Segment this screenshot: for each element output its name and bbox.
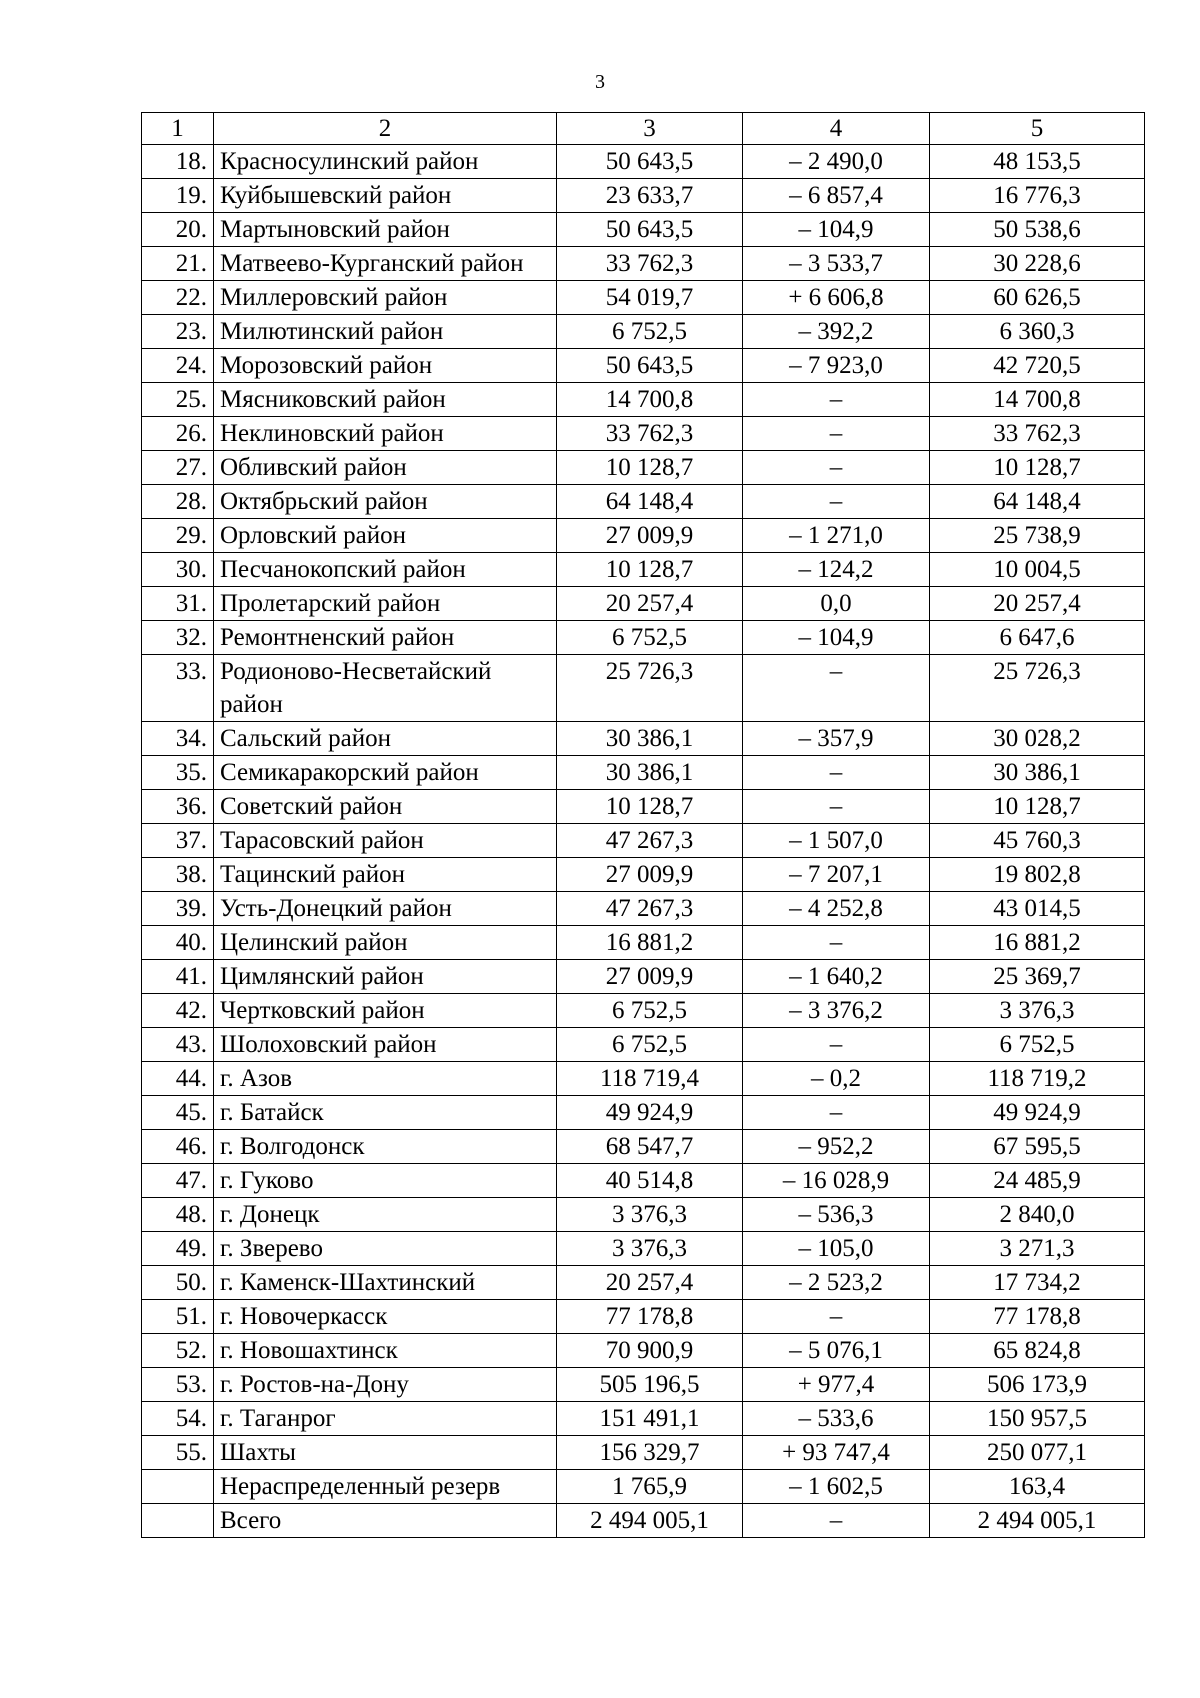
row-value-3: 47 267,3 [557, 824, 743, 858]
row-value-4: – [743, 417, 930, 451]
table-row [142, 1198, 1145, 1232]
row-value-5: 10 128,7 [930, 790, 1145, 824]
row-value-5: 3 271,3 [930, 1232, 1145, 1266]
row-number: 20. [142, 213, 214, 247]
table-header-row [142, 113, 1145, 145]
row-value-4: – 533,6 [743, 1402, 930, 1436]
row-number: 45. [142, 1096, 214, 1130]
row-value-5: 25 726,3 [930, 655, 1145, 722]
row-value-3: 27 009,9 [557, 519, 743, 553]
row-value-5: 33 762,3 [930, 417, 1145, 451]
row-value-5: 6 752,5 [930, 1028, 1145, 1062]
row-value-5: 2 840,0 [930, 1198, 1145, 1232]
row-value-4: – 104,9 [743, 621, 930, 655]
row-value-3: 6 752,5 [557, 994, 743, 1028]
row-value-4: – [743, 926, 930, 960]
row-value-4: – 392,2 [743, 315, 930, 349]
row-number: 49. [142, 1232, 214, 1266]
row-name: Тацинский район [214, 858, 557, 892]
row-number: 27. [142, 451, 214, 485]
allocation-table [141, 112, 1145, 1538]
row-value-5: 10 128,7 [930, 451, 1145, 485]
row-value-5: 67 595,5 [930, 1130, 1145, 1164]
table-row [142, 1436, 1145, 1470]
row-name: Семикаракорский район [214, 756, 557, 790]
table-row [142, 247, 1145, 281]
table-row [142, 926, 1145, 960]
table-row [142, 1130, 1145, 1164]
table-row [142, 756, 1145, 790]
row-value-4: – [743, 485, 930, 519]
row-name: Мясниковский район [214, 383, 557, 417]
row-value-3: 54 019,7 [557, 281, 743, 315]
row-value-4: – 0,2 [743, 1062, 930, 1096]
table-row [142, 417, 1145, 451]
table-row [142, 960, 1145, 994]
row-value-5: 2 494 005,1 [930, 1504, 1145, 1538]
row-value-4: – [743, 790, 930, 824]
row-number: 21. [142, 247, 214, 281]
row-value-4: – 952,2 [743, 1130, 930, 1164]
row-value-5: 16 776,3 [930, 179, 1145, 213]
row-value-3: 33 762,3 [557, 247, 743, 281]
row-value-5: 77 178,8 [930, 1300, 1145, 1334]
row-value-3: 33 762,3 [557, 417, 743, 451]
row-number: 24. [142, 349, 214, 383]
header-cell-4: 4 [743, 113, 930, 145]
row-number: 44. [142, 1062, 214, 1096]
header-cell-1: 1 [142, 113, 214, 145]
table-row [142, 179, 1145, 213]
row-number: 33. [142, 655, 214, 722]
row-value-4: – 3 376,2 [743, 994, 930, 1028]
table-row [142, 451, 1145, 485]
row-value-5: 25 738,9 [930, 519, 1145, 553]
row-name: г. Таганрог [214, 1402, 557, 1436]
row-value-4: – [743, 451, 930, 485]
row-value-3: 49 924,9 [557, 1096, 743, 1130]
row-value-5: 118 719,2 [930, 1062, 1145, 1096]
table-row [142, 1062, 1145, 1096]
table-row [142, 1232, 1145, 1266]
row-number: 30. [142, 553, 214, 587]
row-value-5: 250 077,1 [930, 1436, 1145, 1470]
row-value-4: – 357,9 [743, 722, 930, 756]
row-value-3: 3 376,3 [557, 1198, 743, 1232]
row-name: Миллеровский район [214, 281, 557, 315]
row-value-4: – 536,3 [743, 1198, 930, 1232]
row-number: 25. [142, 383, 214, 417]
row-value-3: 30 386,1 [557, 722, 743, 756]
row-value-4: – 1 507,0 [743, 824, 930, 858]
table-row [142, 1334, 1145, 1368]
row-value-3: 10 128,7 [557, 553, 743, 587]
row-name: г. Азов [214, 1062, 557, 1096]
row-name: Нераспределенный резерв [214, 1470, 557, 1504]
row-value-5: 50 538,6 [930, 213, 1145, 247]
row-name: г. Зверево [214, 1232, 557, 1266]
row-value-3: 151 491,1 [557, 1402, 743, 1436]
row-value-5: 6 647,6 [930, 621, 1145, 655]
row-value-3: 16 881,2 [557, 926, 743, 960]
header-cell-5: 5 [930, 113, 1145, 145]
row-value-4: – [743, 756, 930, 790]
row-value-4: – 7 923,0 [743, 349, 930, 383]
row-name: г. Волгодонск [214, 1130, 557, 1164]
row-name: Красносулинский район [214, 145, 557, 179]
row-value-5: 24 485,9 [930, 1164, 1145, 1198]
row-value-5: 49 924,9 [930, 1096, 1145, 1130]
row-name: Милютинский район [214, 315, 557, 349]
row-name: Ремонтненский район [214, 621, 557, 655]
row-value-5: 30 028,2 [930, 722, 1145, 756]
row-value-5: 64 148,4 [930, 485, 1145, 519]
row-value-4: – 16 028,9 [743, 1164, 930, 1198]
row-number: 22. [142, 281, 214, 315]
row-number: 50. [142, 1266, 214, 1300]
table-body [142, 113, 1145, 1538]
table-row [142, 1402, 1145, 1436]
row-value-4: – [743, 383, 930, 417]
row-name: Всего [214, 1504, 557, 1538]
row-number: 41. [142, 960, 214, 994]
page-number: 3 [595, 71, 605, 93]
row-number: 32. [142, 621, 214, 655]
table-row [142, 1504, 1145, 1538]
row-value-4: – 1 602,5 [743, 1470, 930, 1504]
row-number: 51. [142, 1300, 214, 1334]
row-name: Матвеево-Курганский район [214, 247, 557, 281]
row-value-3: 20 257,4 [557, 587, 743, 621]
row-name: г. Каменск-Шахтинский [214, 1266, 557, 1300]
row-name: Шолоховский район [214, 1028, 557, 1062]
row-value-3: 50 643,5 [557, 145, 743, 179]
row-number: 43. [142, 1028, 214, 1062]
header-cell-2: 2 [214, 113, 557, 145]
row-name: Чертковский район [214, 994, 557, 1028]
row-value-5: 163,4 [930, 1470, 1145, 1504]
row-value-3: 6 752,5 [557, 1028, 743, 1062]
row-value-5: 6 360,3 [930, 315, 1145, 349]
row-number [142, 1504, 214, 1538]
table-row [142, 892, 1145, 926]
row-value-5: 14 700,8 [930, 383, 1145, 417]
row-value-4: – 7 207,1 [743, 858, 930, 892]
table-row [142, 1300, 1145, 1334]
row-value-3: 50 643,5 [557, 213, 743, 247]
row-name: Неклиновский район [214, 417, 557, 451]
row-value-3: 10 128,7 [557, 790, 743, 824]
row-value-5: 16 881,2 [930, 926, 1145, 960]
row-number: 40. [142, 926, 214, 960]
row-name: Орловский район [214, 519, 557, 553]
table-row [142, 1470, 1145, 1504]
row-number: 19. [142, 179, 214, 213]
row-number: 37. [142, 824, 214, 858]
row-value-4: + 6 606,8 [743, 281, 930, 315]
row-number [142, 1470, 214, 1504]
row-value-3: 10 128,7 [557, 451, 743, 485]
row-value-5: 30 386,1 [930, 756, 1145, 790]
row-value-4: – [743, 655, 930, 722]
row-value-4: – 1 271,0 [743, 519, 930, 553]
row-name: г. Новочеркасск [214, 1300, 557, 1334]
row-name: г. Ростов-на-Дону [214, 1368, 557, 1402]
table-row [142, 655, 1145, 722]
row-value-4: – [743, 1096, 930, 1130]
row-value-3: 1 765,9 [557, 1470, 743, 1504]
row-number: 47. [142, 1164, 214, 1198]
table-row [142, 1028, 1145, 1062]
row-number: 52. [142, 1334, 214, 1368]
row-name: Морозовский район [214, 349, 557, 383]
row-value-4: – 5 076,1 [743, 1334, 930, 1368]
row-value-4: – 6 857,4 [743, 179, 930, 213]
row-value-3: 6 752,5 [557, 621, 743, 655]
row-number: 38. [142, 858, 214, 892]
row-value-3: 2 494 005,1 [557, 1504, 743, 1538]
row-value-4: 0,0 [743, 587, 930, 621]
table-row [142, 1096, 1145, 1130]
row-value-3: 50 643,5 [557, 349, 743, 383]
row-value-5: 43 014,5 [930, 892, 1145, 926]
table-row [142, 281, 1145, 315]
table-row [142, 485, 1145, 519]
row-name: Песчанокопский район [214, 553, 557, 587]
table-row [142, 553, 1145, 587]
row-value-3: 40 514,8 [557, 1164, 743, 1198]
row-name: Тарасовский район [214, 824, 557, 858]
row-name: Сальский район [214, 722, 557, 756]
row-number: 39. [142, 892, 214, 926]
table-row [142, 315, 1145, 349]
row-value-5: 19 802,8 [930, 858, 1145, 892]
row-name: Обливский район [214, 451, 557, 485]
table-row [142, 621, 1145, 655]
row-number: 42. [142, 994, 214, 1028]
row-value-3: 3 376,3 [557, 1232, 743, 1266]
row-value-5: 3 376,3 [930, 994, 1145, 1028]
row-value-4: – 2 523,2 [743, 1266, 930, 1300]
row-value-3: 27 009,9 [557, 858, 743, 892]
row-number: 36. [142, 790, 214, 824]
row-value-5: 60 626,5 [930, 281, 1145, 315]
row-value-3: 30 386,1 [557, 756, 743, 790]
row-number: 46. [142, 1130, 214, 1164]
row-name: Октябрьский район [214, 485, 557, 519]
row-number: 35. [142, 756, 214, 790]
row-value-4: – [743, 1028, 930, 1062]
table-row [142, 1368, 1145, 1402]
row-number: 34. [142, 722, 214, 756]
row-name: Целинский район [214, 926, 557, 960]
table-row [142, 1266, 1145, 1300]
row-value-4: – 104,9 [743, 213, 930, 247]
table-row [142, 213, 1145, 247]
row-value-4: – 124,2 [743, 553, 930, 587]
row-number: 26. [142, 417, 214, 451]
row-number: 55. [142, 1436, 214, 1470]
table-row [142, 722, 1145, 756]
row-value-5: 45 760,3 [930, 824, 1145, 858]
table-row [142, 519, 1145, 553]
row-value-4: – 1 640,2 [743, 960, 930, 994]
row-value-3: 25 726,3 [557, 655, 743, 722]
table-row [142, 349, 1145, 383]
row-value-4: – 3 533,7 [743, 247, 930, 281]
row-name: г. Донецк [214, 1198, 557, 1232]
row-value-5: 17 734,2 [930, 1266, 1145, 1300]
row-name: г. Новошахтинск [214, 1334, 557, 1368]
row-name: Советский район [214, 790, 557, 824]
row-value-3: 64 148,4 [557, 485, 743, 519]
table-row [142, 1164, 1145, 1198]
row-value-5: 65 824,8 [930, 1334, 1145, 1368]
row-value-3: 27 009,9 [557, 960, 743, 994]
row-name: г. Батайск [214, 1096, 557, 1130]
row-value-3: 20 257,4 [557, 1266, 743, 1300]
row-value-5: 506 173,9 [930, 1368, 1145, 1402]
row-value-3: 505 196,5 [557, 1368, 743, 1402]
row-name: Мартыновский район [214, 213, 557, 247]
row-value-3: 70 900,9 [557, 1334, 743, 1368]
row-value-4: – [743, 1504, 930, 1538]
row-number: 23. [142, 315, 214, 349]
row-name: Усть-Донецкий район [214, 892, 557, 926]
row-value-4: – 2 490,0 [743, 145, 930, 179]
row-value-3: 23 633,7 [557, 179, 743, 213]
row-number: 31. [142, 587, 214, 621]
row-value-5: 20 257,4 [930, 587, 1145, 621]
row-number: 54. [142, 1402, 214, 1436]
table-row [142, 145, 1145, 179]
row-value-3: 156 329,7 [557, 1436, 743, 1470]
row-value-5: 25 369,7 [930, 960, 1145, 994]
row-value-3: 77 178,8 [557, 1300, 743, 1334]
row-name: Пролетарский район [214, 587, 557, 621]
header-cell-3: 3 [557, 113, 743, 145]
row-number: 18. [142, 145, 214, 179]
row-name: Родионово-Несветайский район [214, 655, 557, 722]
row-value-3: 118 719,4 [557, 1062, 743, 1096]
table-row [142, 824, 1145, 858]
row-number: 28. [142, 485, 214, 519]
row-value-5: 10 004,5 [930, 553, 1145, 587]
table-row [142, 790, 1145, 824]
row-value-5: 150 957,5 [930, 1402, 1145, 1436]
row-name: Шахты [214, 1436, 557, 1470]
table-row [142, 587, 1145, 621]
row-name: Куйбышевский район [214, 179, 557, 213]
row-value-5: 30 228,6 [930, 247, 1145, 281]
row-value-5: 48 153,5 [930, 145, 1145, 179]
row-name: г. Гуково [214, 1164, 557, 1198]
row-number: 53. [142, 1368, 214, 1402]
table-row [142, 858, 1145, 892]
row-value-4: + 93 747,4 [743, 1436, 930, 1470]
row-value-3: 6 752,5 [557, 315, 743, 349]
row-value-3: 14 700,8 [557, 383, 743, 417]
row-value-4: – [743, 1300, 930, 1334]
row-value-3: 68 547,7 [557, 1130, 743, 1164]
row-value-5: 42 720,5 [930, 349, 1145, 383]
row-name: Цимлянский район [214, 960, 557, 994]
row-value-3: 47 267,3 [557, 892, 743, 926]
table-row [142, 383, 1145, 417]
row-number: 29. [142, 519, 214, 553]
row-value-4: – 4 252,8 [743, 892, 930, 926]
row-number: 48. [142, 1198, 214, 1232]
table-row [142, 994, 1145, 1028]
row-value-4: – 105,0 [743, 1232, 930, 1266]
row-value-4: + 977,4 [743, 1368, 930, 1402]
